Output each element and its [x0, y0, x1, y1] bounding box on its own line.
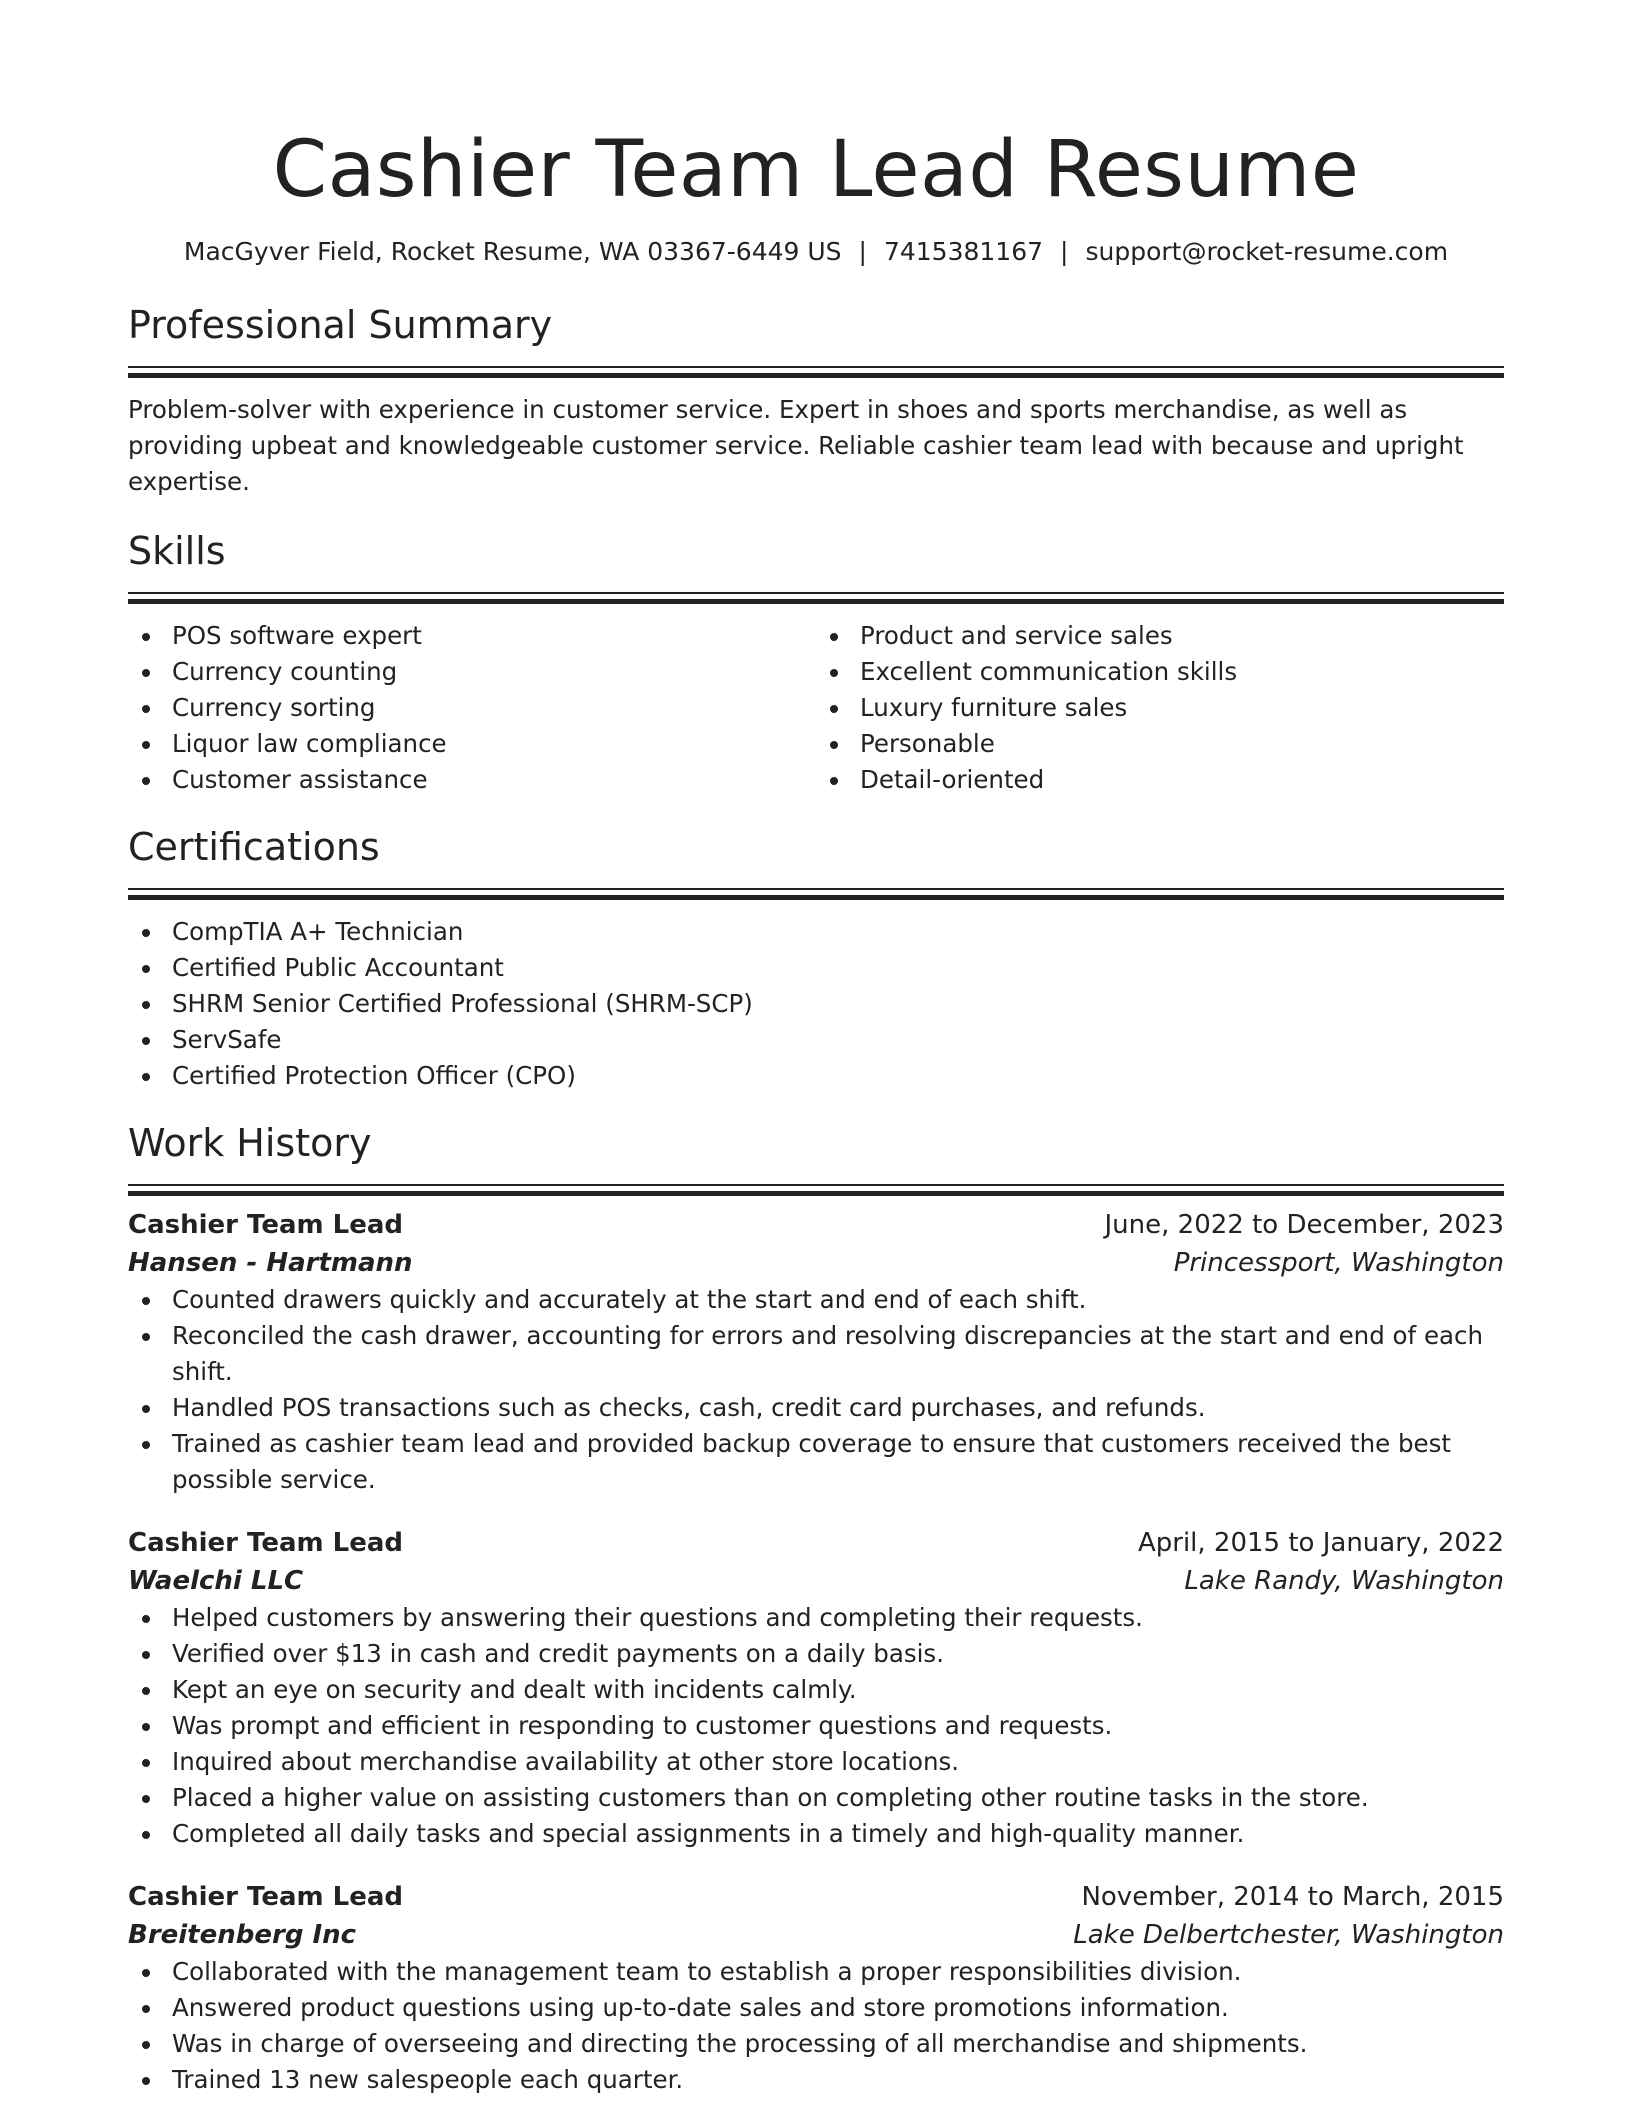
- job-header-row: [128, 1206, 1504, 1244]
- work-history-section: [128, 1120, 1504, 2098]
- job-bullet: Reconciled the cash drawer, accounting for errors and resolving discrepancies at the start and end of each shift.: [172, 1318, 1504, 1390]
- skills-list-left: [128, 618, 816, 798]
- skills-grid: [128, 618, 1504, 798]
- job-bullet: Verified over $13 in cash and credit payments on a daily basis.: [172, 1636, 1504, 1672]
- job-company: Waelchi LLC: [128, 1566, 304, 1596]
- summary-text: Problem-solver with experience in customer service. Expert in shoes and sports merchandise, as well as providing upbeat and knowledgeable customer service. Reliable cashier team lead with because and upright expertise.: [128, 395, 1464, 496]
- skill-item: Excellent communication skills: [860, 654, 1504, 690]
- job-title: Cashier Team Lead: [128, 1210, 403, 1240]
- page-title: Cashier Team Lead Resume: [272, 125, 1360, 215]
- skills-column-left: [128, 618, 816, 798]
- job-bullet: Counted drawers quickly and accurately at the start and end of each shift.: [172, 1282, 1504, 1318]
- job-bullet: Handled POS transactions such as checks, cash, credit card purchases, and refunds.: [172, 1390, 1504, 1426]
- contact-phone: 7415381167: [883, 237, 1044, 266]
- job-bullet: Answered product questions using up-to-date sales and store promotions information.: [172, 1990, 1504, 2026]
- certifications-section: [128, 824, 1504, 1094]
- certification-item: SHRM Senior Certified Professional (SHRM-SCP): [172, 986, 1504, 1022]
- job-entry: [128, 1878, 1504, 2098]
- skill-item: POS software expert: [172, 618, 816, 654]
- certification-item: Certified Protection Officer (CPO): [172, 1058, 1504, 1094]
- skill-item: Currency sorting: [172, 690, 816, 726]
- certifications-list: [128, 914, 1504, 1094]
- job-bullet: Completed all daily tasks and special assignments in a timely and high-quality manner.: [172, 1816, 1504, 1852]
- skills-section: [128, 528, 1504, 798]
- job-header-row: [128, 1878, 1504, 1916]
- contact-separator: |: [858, 237, 867, 266]
- skills-list-right: [816, 618, 1504, 798]
- section-divider: [128, 1184, 1504, 1194]
- skill-item: Personable: [860, 726, 1504, 762]
- skill-item: Product and service sales: [860, 618, 1504, 654]
- skill-item: Currency counting: [172, 654, 816, 690]
- summary-heading: Professional Summary: [128, 303, 553, 347]
- job-entry: [128, 1524, 1504, 1852]
- job-bullet: Was prompt and efficient in responding to customer questions and requests.: [172, 1708, 1504, 1744]
- job-subheader-row: [128, 1244, 1504, 1282]
- job-bullet: Placed a higher value on assisting customers than on completing other routine tasks in the store.: [172, 1780, 1504, 1816]
- summary-section: [128, 302, 1504, 500]
- certification-item: ServSafe: [172, 1022, 1504, 1058]
- job-bullet: Inquired about merchandise availability at other store locations.: [172, 1744, 1504, 1780]
- skill-item: Customer assistance: [172, 762, 816, 798]
- job-header-row: [128, 1524, 1504, 1562]
- job-subheader-row: [128, 1562, 1504, 1600]
- contact-email[interactable]: support@rocket-resume.com: [1085, 237, 1449, 266]
- job-bullet: Trained 13 new salespeople each quarter.: [172, 2062, 1504, 2098]
- section-divider: [128, 888, 1504, 898]
- job-bullets: [128, 1600, 1504, 1852]
- skill-item: Detail-oriented: [860, 762, 1504, 798]
- certifications-heading: Certifications: [128, 825, 380, 869]
- job-subheader-row: [128, 1916, 1504, 1954]
- job-bullets: [128, 1282, 1504, 1498]
- job-dates: April, 2015 to January, 2022: [1137, 1528, 1504, 1558]
- skill-item: Liquor law compliance: [172, 726, 816, 762]
- job-bullet: Kept an eye on security and dealt with incidents calmly.: [172, 1672, 1504, 1708]
- job-dates: November, 2014 to March, 2015: [1081, 1882, 1504, 1912]
- contact-line: [128, 236, 1504, 268]
- job-bullet: Was in charge of overseeing and directing the processing of all merchandise and shipments.: [172, 2026, 1504, 2062]
- job-title: Cashier Team Lead: [128, 1882, 403, 1912]
- job-dates: June, 2022 to December, 2023: [1104, 1210, 1504, 1240]
- section-divider: [128, 366, 1504, 376]
- job-entry: [128, 1206, 1504, 1498]
- resume-content: [128, 0, 1504, 2098]
- certification-item: Certified Public Accountant: [172, 950, 1504, 986]
- contact-separator: |: [1060, 237, 1069, 266]
- job-bullet: Trained as cashier team lead and provided backup coverage to ensure that customers received the best possible service.: [172, 1426, 1504, 1498]
- section-divider: [128, 592, 1504, 602]
- job-title: Cashier Team Lead: [128, 1528, 403, 1558]
- job-company: Hansen - Hartmann: [128, 1248, 413, 1278]
- skills-column-right: [816, 618, 1504, 798]
- skill-item: Luxury furniture sales: [860, 690, 1504, 726]
- job-location: Lake Randy, Washington: [1184, 1566, 1504, 1596]
- work-history-heading: Work History: [128, 1121, 372, 1165]
- job-bullet: Helped customers by answering their questions and completing their requests.: [172, 1600, 1504, 1636]
- certification-item: CompTIA A+ Technician: [172, 914, 1504, 950]
- job-bullets: [128, 1954, 1504, 2098]
- job-location: Princessport, Washington: [1173, 1248, 1504, 1278]
- job-location: Lake Delbertchester, Washington: [1073, 1920, 1504, 1950]
- job-bullet: Collaborated with the management team to establish a proper responsibilities division.: [172, 1954, 1504, 1990]
- skills-heading: Skills: [128, 529, 226, 573]
- contact-address: MacGyver Field, Rocket Resume, WA 03367-6449 US: [183, 237, 842, 266]
- job-company: Breitenberg Inc: [128, 1920, 357, 1950]
